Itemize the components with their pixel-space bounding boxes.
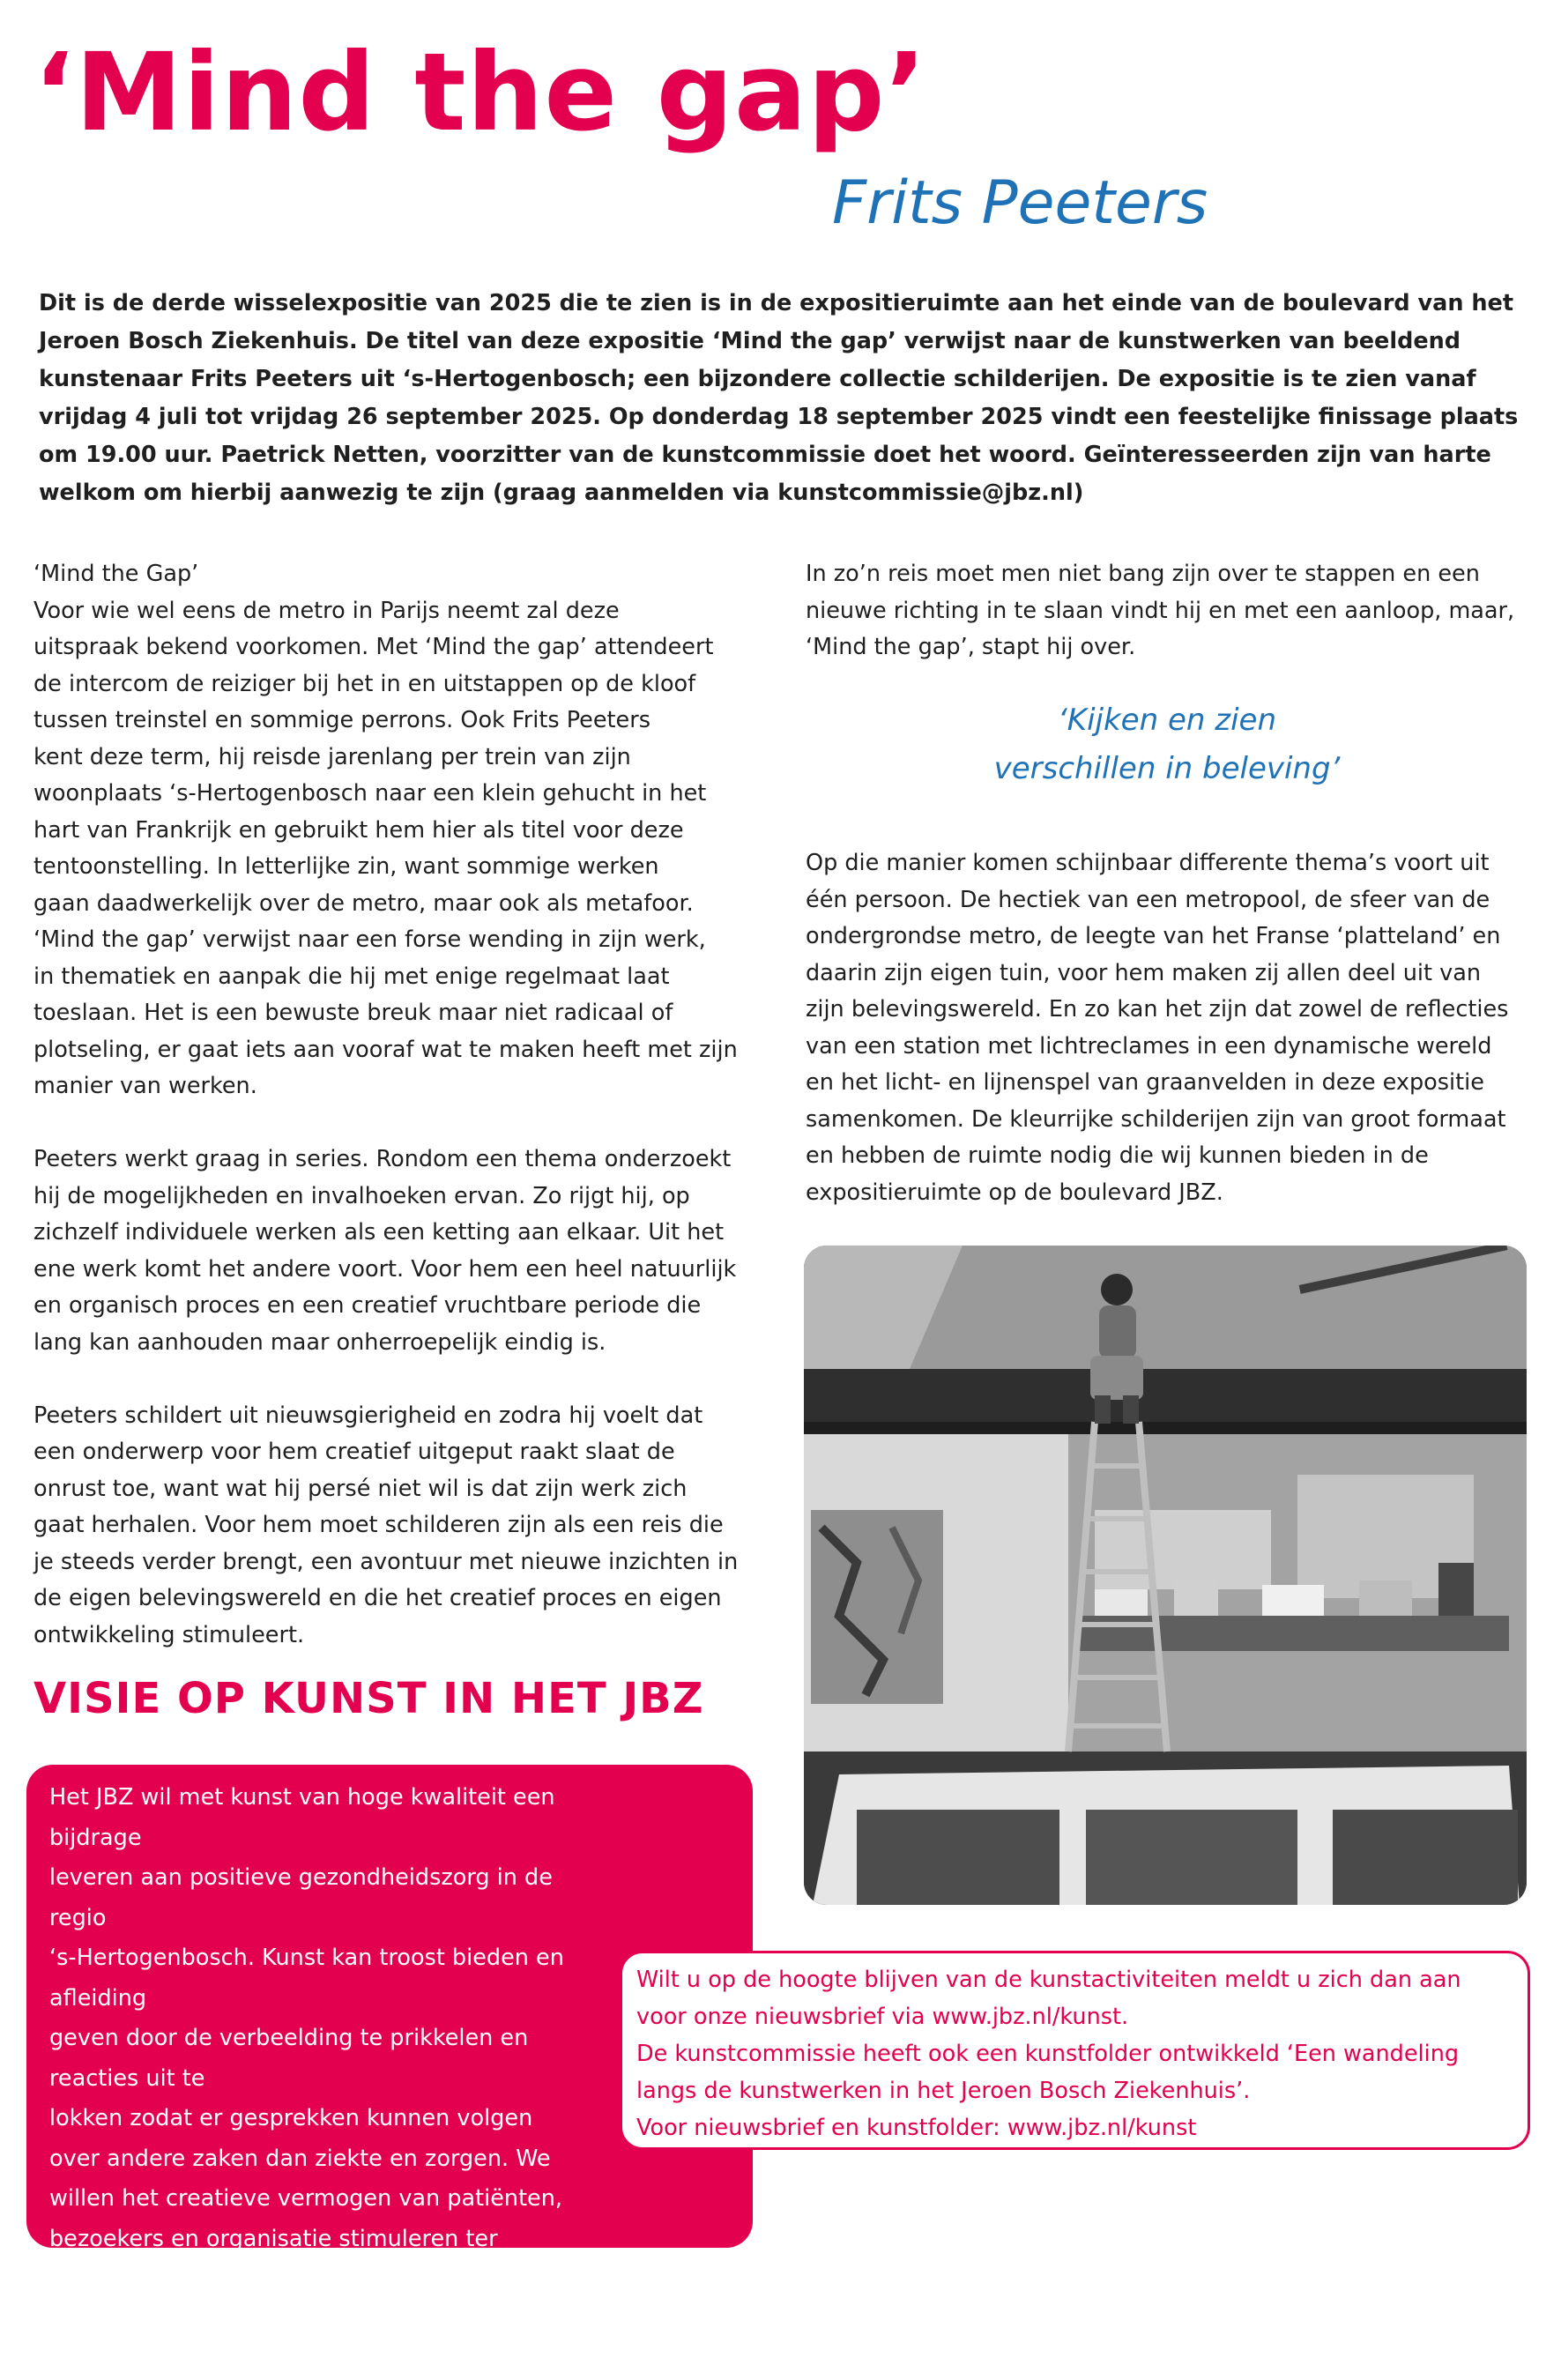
vision-line: bemoediging van zingeving van het leven en: [49, 2265, 557, 2292]
newsletter-text: [636, 1961, 1518, 2146]
vision-text: [49, 1778, 596, 2380]
newsletter-line: Wilt u op de hoogte blijven van de kunstactiviteiten meldt u zich dan aan: [636, 1967, 1461, 1993]
left-paragraph-1: [33, 556, 765, 1105]
text-line: en het licht- en lijnenspel van graanvelden in deze expositie: [806, 1069, 1484, 1096]
vision-line: willen het creatieve vermogen van patiënten,: [49, 2185, 563, 2212]
text-line: plotseling, er gaat iets aan vooraf wat te maken heeft met zijn: [33, 1036, 738, 1063]
newsletter-line: voor onze nieuwsbrief via www.jbz.nl/kunst.: [636, 2004, 1129, 2030]
text-line: woonplaats ‘s-Hertogenbosch naar een klein gehucht in het: [33, 780, 707, 807]
text-line: uitspraak bekend voorkomen. Met ‘Mind the gap’ attendeert: [33, 634, 714, 660]
text-line: ene werk komt het andere voort. Voor hem een heel natuurlijk: [33, 1255, 737, 1283]
text-line: hart van Frankrijk en gebruikt hem hier als titel voor deze: [33, 816, 684, 844]
text-line: tussen treinstel en sommige perrons. Ook Frits Peeters: [33, 707, 651, 733]
text-line: in thematiek en aanpak die hij met enige regelmaat laat: [33, 963, 670, 990]
artist-name: Frits Peeters: [832, 168, 1208, 238]
text-line: een onderwerp voor hem creatief uitgeput raakt slaat de: [33, 1439, 675, 1465]
text-line: manier van werken.: [33, 1073, 257, 1099]
vision-line: leveren aan positieve gezondheidszorg in de regio: [49, 1864, 553, 1931]
text-line: onrust toe, want wat hij persé niet wil is dat zijn werk zich: [33, 1475, 688, 1502]
quote-line: verschillen in beleving’: [993, 751, 1341, 786]
left-paragraph-3: [33, 1398, 765, 1655]
text-line: van een station met lichtreclames in een dynamische wereld: [806, 1032, 1492, 1060]
text-line: toeslaan. Het is een bewuste breuk maar niet radicaal of: [33, 1000, 673, 1026]
text-line: ‘Mind the Gap’: [33, 561, 199, 587]
text-line: ‘Mind the gap’ verwijst naar een forse wending in zijn werk,: [33, 926, 706, 953]
text-line: gaan daadwerkelijk over de metro, maar ook als metafoor.: [33, 889, 694, 917]
text-line: ondergrondse metro, de leegte van het Franse ‘platteland’ en: [806, 923, 1501, 949]
vision-heading: VISIE OP KUNST IN HET JBZ: [33, 1674, 704, 1723]
vision-line: over andere zaken dan ziekte en zorgen. We: [49, 2145, 551, 2172]
left-paragraph-2: [33, 1142, 765, 1361]
text-line: samenkomen. De kleurrijke schilderijen zijn van groot formaat: [806, 1105, 1506, 1133]
vision-line: geven door de verbeelding te prikkelen en reacties uit te: [49, 2025, 529, 2092]
text-line: In zo’n reis moet men niet bang zijn over te stappen en een: [806, 561, 1480, 587]
text-line: je steeds verder brengt, een avontuur met nieuwe inzichten in: [33, 1548, 739, 1575]
text-line: hij de mogelijkheden en invalhoeken ervan. Zo rijgt hij, op: [33, 1182, 690, 1209]
right-column-paragraph-2: [806, 845, 1528, 1211]
text-line: gaat herhalen. Voor hem moet schilderen zijn als een reis die: [33, 1512, 724, 1538]
vision-line: zien dit als middel dat bijdraagt aan positieve: [49, 2305, 565, 2332]
text-line: Peeters schildert uit nieuwsgierigheid en zodra hij voelt dat: [33, 1402, 703, 1429]
pull-quote: [806, 696, 1528, 793]
vision-line: bezoekers en organisatie stimuleren ter: [49, 2225, 498, 2252]
text-line: tentoonstelling. In letterlijke zin, want sommige werken: [33, 853, 659, 880]
text-line: ontwikkeling stimuleert.: [33, 1621, 305, 1648]
text-line: nieuwe richting in te slaan vindt hij en met een aanloop, maar,: [806, 597, 1515, 624]
text-line: zichzelf individuele werken als een ketting aan elkaar. Uit het: [33, 1219, 725, 1246]
left-column: [33, 556, 765, 1654]
right-column-paragraph-1: [806, 556, 1528, 666]
text-line: één persoon. De hectiek van een metropool, de sfeer van de: [806, 886, 1490, 913]
text-line: lang kan aanhouden maar onherroepelijk eindig is.: [33, 1328, 606, 1356]
vision-line: Het JBZ wil met kunst van hoge kwaliteit een bijdrage: [49, 1784, 555, 1851]
newsletter-line: De kunstcommissie heeft ook een kunstfolder ontwikkeld ‘Een wandeling: [636, 2041, 1460, 2067]
text-line: en hebben de ruimte nodig die wij kunnen bieden in de: [806, 1142, 1429, 1169]
text-line: daarin zijn eigen tuin, voor hem maken zij allen deel uit van: [806, 959, 1481, 986]
text-line: de eigen belevingswereld en die het creatief proces en eigen: [33, 1585, 722, 1611]
text-line: expositieruimte op de boulevard JBZ.: [806, 1179, 1223, 1206]
page-title: ‘Mind the gap’: [33, 30, 927, 155]
vision-line: ‘s-Hertogenbosch. Kunst kan troost bieden en afleiding: [49, 1945, 564, 2012]
text-line: zijn belevingswereld. En zo kan het zijn dat zowel de reflecties: [806, 996, 1509, 1023]
text-line: Op die manier komen schijnbaar differente thema’s voort uit: [806, 850, 1490, 876]
text-line: Peeters werkt graag in series. Rondom een thema onderzoekt: [33, 1146, 732, 1172]
vision-line: gezondheidszorg.: [49, 2346, 248, 2372]
newsletter-line: langs de kunstwerken in het Jeroen Bosch Ziekenhuis’.: [636, 2078, 1251, 2104]
text-line: ‘Mind the gap’, stapt hij over.: [806, 634, 1136, 660]
intro-paragraph: Dit is de derde wisselexpositie van 2025 die te zien is in de expositieruimte aan het einde van de boulevard van het Jeroen Bosch Ziekenhuis. De titel van deze expositie ‘Mind the gap’ verwijst naar de kunstwerken van beeldend kunstenaar Frits Peeters uit ‘s-Hertogenbosch; een bijzondere collectie schilderijen. De expositie is te zien vanaf vrijdag 4 juli tot vrijdag 26 september 2025. Op donderdag 18 september 2025 vindt een feestelijke finissage plaats om 19.00 uur. Paetrick Netten, voorzitter van de kunstcommissie doet het woord. Geïnteresseerden zijn van harte welkom om hierbij aanwezig te zijn (graag aanmelden via kunstcommissie@jbz.nl): [39, 290, 1519, 506]
text-line: de intercom de reiziger bij het in en uitstappen op de kloof: [33, 670, 696, 697]
vision-line: lokken zodat er gesprekken kunnen volgen: [49, 2105, 533, 2131]
newsletter-line: Voor nieuwsbrief en kunstfolder: www.jbz.nl/kunst: [636, 2115, 1197, 2141]
text-line: Voor wie wel eens de metro in Parijs neemt zal deze: [33, 597, 620, 624]
text-line: kent deze term, hij reisde jarenlang per trein van zijn: [33, 743, 631, 770]
quote-line: ‘Kijken en zien: [1058, 703, 1276, 738]
text-line: en organisch proces en een creatief vruchtbare periode die: [33, 1292, 702, 1319]
artist-studio-photo: [804, 1246, 1527, 1905]
